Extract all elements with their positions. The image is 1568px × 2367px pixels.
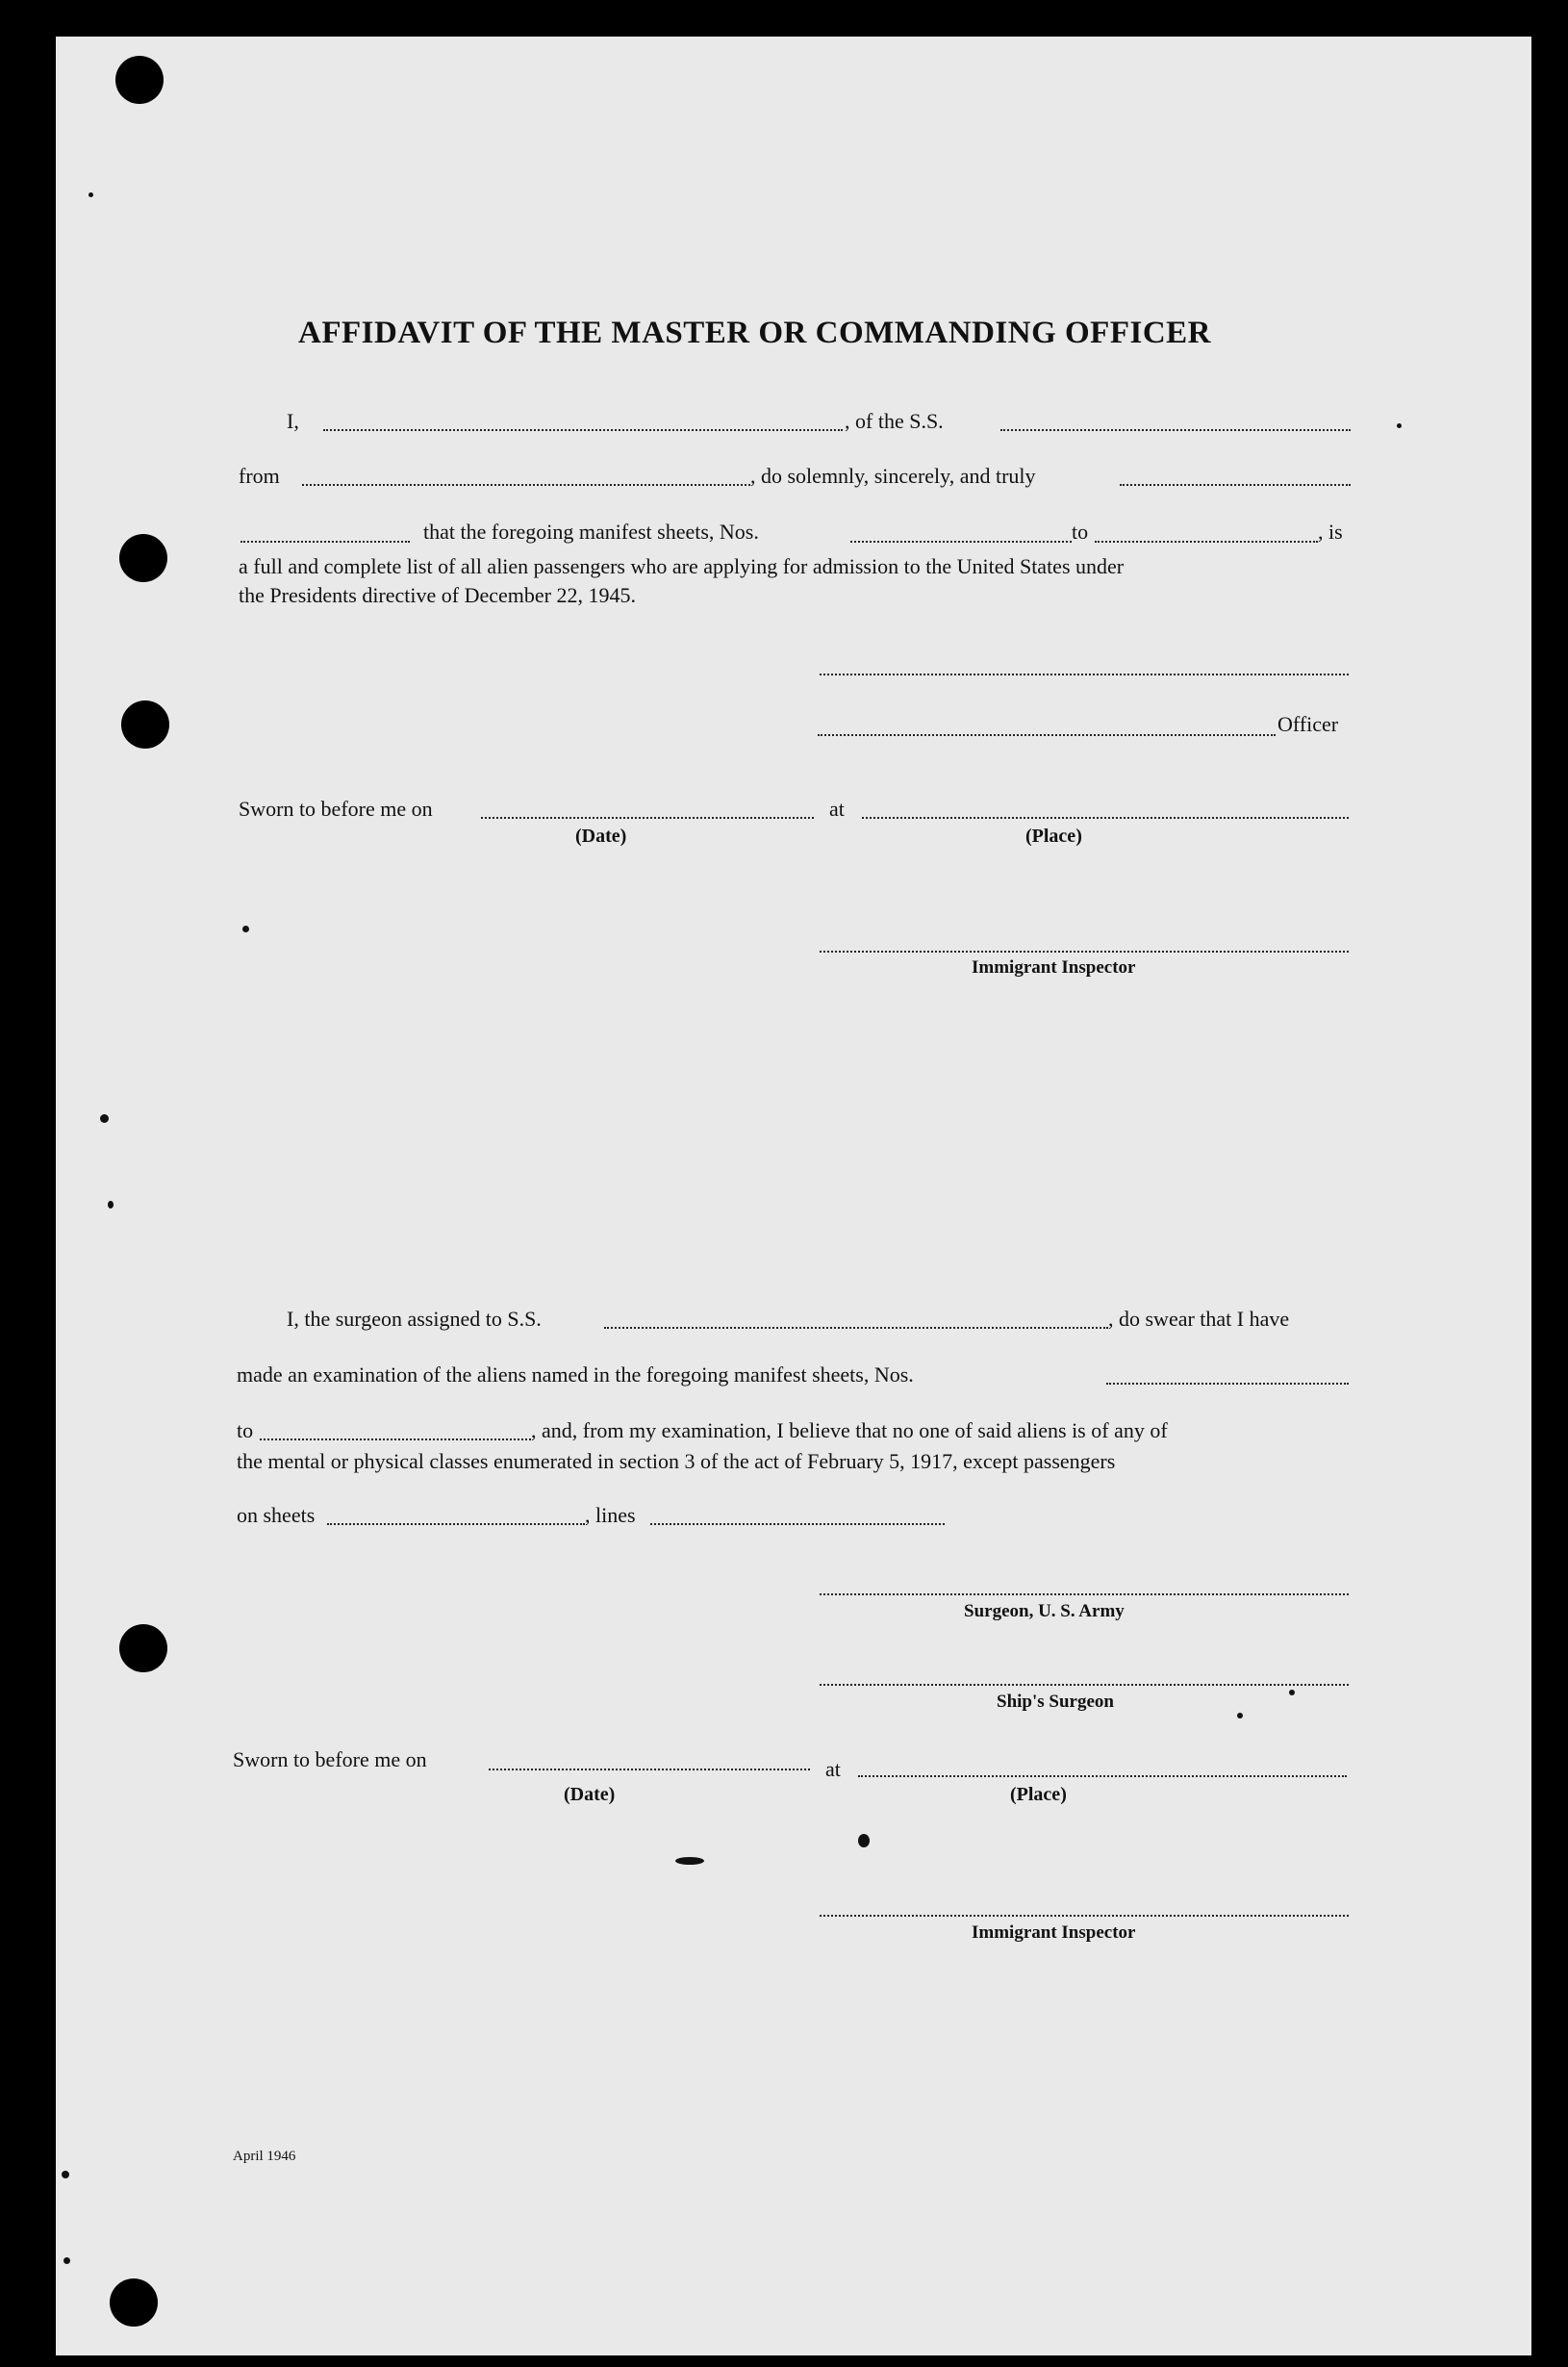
form-date-footer: April 1946 bbox=[233, 2149, 296, 2164]
ship-name-field[interactable] bbox=[1000, 429, 1351, 431]
oath-field[interactable] bbox=[1120, 484, 1351, 486]
except-lines-field[interactable] bbox=[650, 1523, 945, 1525]
text-lines: , lines bbox=[585, 1503, 636, 1527]
text-is: , is bbox=[1318, 520, 1343, 544]
scan-speck bbox=[63, 2257, 70, 2264]
text-surgeon-line2: made an examination of the aliens named in the foregoing manifest sheets, Nos. bbox=[237, 1362, 914, 1387]
scan-speck bbox=[89, 192, 93, 197]
date-caption: (Date) bbox=[575, 826, 627, 847]
surgeon-place-caption: (Place) bbox=[1010, 1784, 1067, 1805]
oath-word-field[interactable] bbox=[240, 541, 410, 543]
master-signature-line[interactable] bbox=[820, 674, 1349, 675]
surgeon-sworn-date-field[interactable] bbox=[489, 1769, 810, 1770]
scan-speck bbox=[100, 1114, 109, 1123]
text-at: at bbox=[829, 797, 845, 821]
scan-speck bbox=[675, 1857, 704, 1865]
punch-hole bbox=[119, 1624, 167, 1672]
surgeon-sheets-to-field[interactable] bbox=[260, 1438, 531, 1440]
text-surgeon-line1b: , do swear that I have bbox=[1108, 1307, 1290, 1331]
name-field[interactable] bbox=[323, 429, 843, 431]
text-surgeon-line4: the mental or physical classes enumerated in section 3 of the act of February 5, 1917, except passengers bbox=[237, 1449, 1116, 1473]
place-caption: (Place) bbox=[1025, 826, 1082, 847]
text-on-sheets: on sheets bbox=[237, 1503, 316, 1527]
scan-speck bbox=[1237, 1713, 1243, 1718]
from-field[interactable] bbox=[302, 484, 750, 486]
sworn-place-field[interactable] bbox=[862, 817, 1349, 819]
scan-speck bbox=[1397, 423, 1402, 428]
ships-surgeon-signature-line[interactable] bbox=[820, 1684, 1349, 1686]
sworn-date-field[interactable] bbox=[481, 817, 814, 819]
scan-speck bbox=[858, 1834, 870, 1847]
army-surgeon-signature-line[interactable] bbox=[820, 1593, 1349, 1595]
punch-hole bbox=[119, 534, 167, 582]
text-sworn: Sworn to before me on bbox=[239, 797, 433, 821]
text-do-solemnly: , do solemnly, sincerely, and truly bbox=[750, 464, 1036, 488]
text-that-foregoing: that the foregoing manifest sheets, Nos. bbox=[423, 520, 759, 544]
text-surgeon-line3b: , and, from my examination, I believe that no one of said aliens is of any of bbox=[531, 1418, 1168, 1442]
text-surgeon-at: at bbox=[825, 1757, 841, 1781]
form-title: AFFIDAVIT OF THE MASTER OR COMMANDING OFFICER bbox=[298, 316, 1211, 350]
punch-hole bbox=[110, 2278, 158, 2327]
army-surgeon-caption: Surgeon, U. S. Army bbox=[964, 1601, 1125, 1621]
form-page bbox=[56, 37, 1531, 2355]
scan-speck bbox=[242, 926, 249, 932]
surgeon-inspector-caption: Immigrant Inspector bbox=[972, 1922, 1136, 1943]
surgeon-sheets-field[interactable] bbox=[1106, 1383, 1349, 1385]
officer-signature-line[interactable] bbox=[818, 734, 1276, 736]
text-of-ss: , of the S.S. bbox=[845, 409, 944, 433]
text-surgeon-line1a: I, the surgeon assigned to S.S. bbox=[287, 1307, 542, 1331]
text-line3: a full and complete list of all alien passengers who are applying for admission to the United States under bbox=[239, 554, 1125, 578]
officer-label: Officer bbox=[1277, 712, 1339, 736]
surgeon-inspector-signature-line[interactable] bbox=[820, 1915, 1349, 1917]
ships-surgeon-caption: Ship's Surgeon bbox=[997, 1692, 1114, 1712]
inspector-signature-line[interactable] bbox=[820, 951, 1349, 953]
scan-speck bbox=[62, 2171, 69, 2178]
punch-hole bbox=[121, 700, 169, 749]
text-line4: the Presidents directive of December 22, 1945. bbox=[239, 583, 636, 607]
text-surgeon-sworn: Sworn to before me on bbox=[233, 1747, 427, 1771]
text-surgeon-to: to bbox=[237, 1418, 254, 1442]
punch-hole bbox=[115, 56, 164, 104]
text-from: from bbox=[239, 464, 280, 488]
scan-speck bbox=[108, 1201, 114, 1209]
surgeon-date-caption: (Date) bbox=[564, 1784, 616, 1805]
surgeon-sworn-place-field[interactable] bbox=[858, 1775, 1347, 1777]
text-to: to bbox=[1072, 520, 1089, 544]
sheet-from-field[interactable] bbox=[850, 541, 1072, 543]
text-i: I, bbox=[287, 409, 299, 433]
scan-speck bbox=[1289, 1690, 1295, 1695]
surgeon-ship-field[interactable] bbox=[604, 1327, 1108, 1329]
except-sheets-field[interactable] bbox=[327, 1523, 585, 1525]
sheet-to-field[interactable] bbox=[1095, 541, 1318, 543]
inspector-caption: Immigrant Inspector bbox=[972, 957, 1136, 978]
